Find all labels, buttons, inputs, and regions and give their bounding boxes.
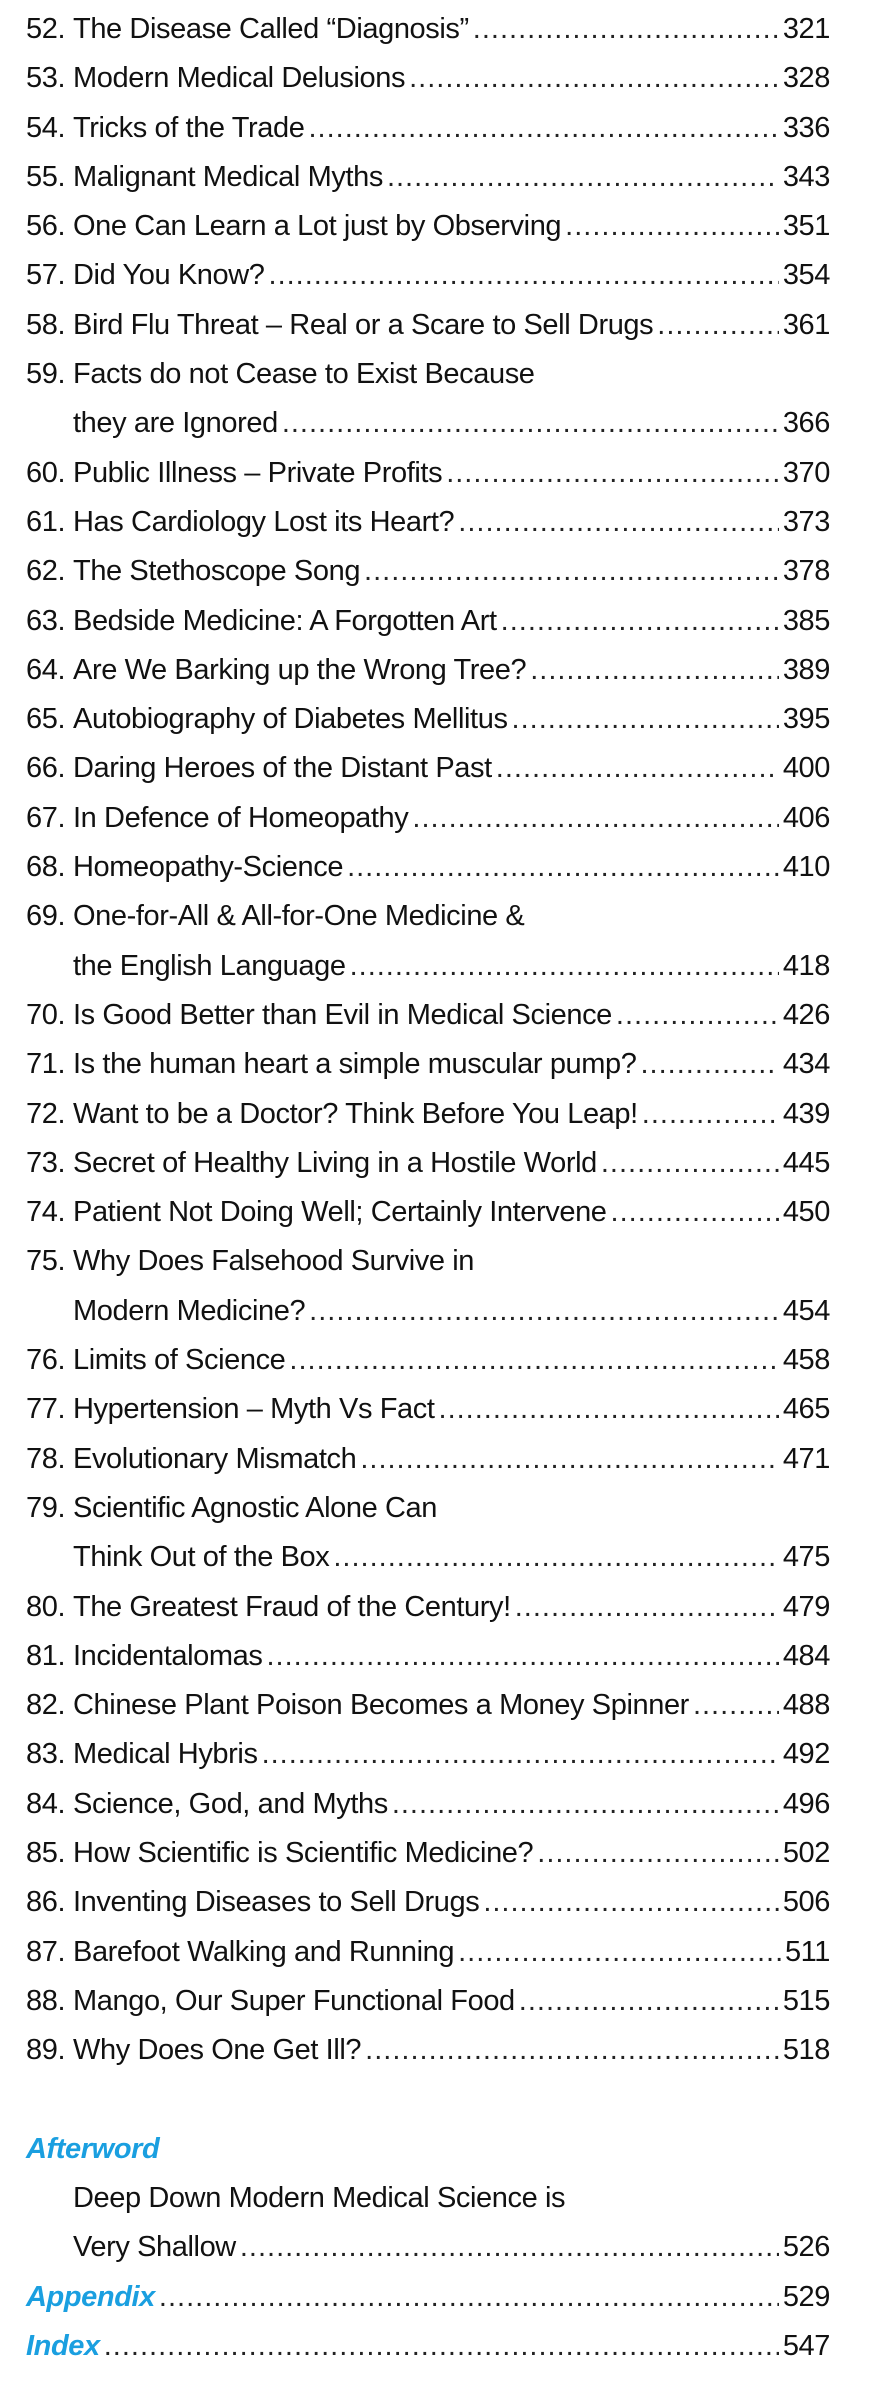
entry-number: 59. [26, 358, 66, 391]
page-number: 479 [782, 1590, 830, 1623]
toc-entry[interactable] [0, 744, 871, 793]
page-number: 351 [782, 210, 830, 243]
page-number: 471 [782, 1442, 830, 1475]
dot-leader [530, 646, 779, 695]
entry-number: 57. [26, 259, 66, 292]
dot-leader [616, 991, 779, 1040]
entry-title: Hypertension – Myth Vs Fact [73, 1393, 435, 1426]
page-number: 434 [782, 1048, 830, 1081]
entry-number: 71. [26, 1048, 66, 1081]
page-number: 406 [782, 801, 830, 834]
toc-entry[interactable] [0, 1829, 871, 1878]
entry-number: 68. [26, 851, 66, 884]
dot-leader [483, 1878, 779, 1927]
dot-leader [409, 54, 779, 103]
toc-entry[interactable] [0, 5, 871, 54]
dot-leader [515, 1583, 779, 1632]
dot-leader [350, 942, 779, 991]
entry-title: Medical Hybris [73, 1738, 258, 1771]
page-number: 389 [782, 653, 830, 686]
entry-title: Is Good Better than Evil in Medical Science [73, 998, 612, 1031]
entry-number: 72. [26, 1097, 66, 1130]
dot-leader [333, 1533, 778, 1582]
page-number: 366 [782, 407, 830, 440]
entry-number: 63. [26, 604, 66, 637]
entry-number: 58. [26, 308, 66, 341]
toc-entry[interactable] [0, 350, 871, 399]
dot-leader [262, 1730, 779, 1779]
toc-entry[interactable] [0, 1583, 871, 1632]
page-number: 373 [782, 505, 830, 538]
entry-title: Appendix [26, 2280, 155, 2313]
dot-leader [308, 104, 778, 153]
entry-number: 53. [26, 62, 66, 95]
toc-entry[interactable] [0, 1533, 871, 1582]
page-number: 328 [782, 62, 830, 95]
page-number: 450 [782, 1196, 830, 1229]
dot-leader [611, 1188, 779, 1237]
entry-number: 54. [26, 111, 66, 144]
toc-entry[interactable] [0, 1336, 871, 1385]
entry-number: 77. [26, 1393, 66, 1426]
page-number: 529 [782, 2280, 830, 2313]
entry-title: Facts do not Cease to Exist Because [73, 358, 535, 391]
page-number: 354 [782, 259, 830, 292]
toc-entry[interactable] [0, 2026, 871, 2075]
dot-leader [693, 1681, 779, 1730]
entry-title: Bird Flu Threat – Real or a Scare to Sell Drugs [73, 308, 654, 341]
entry-title: The Stethoscope Song [73, 555, 361, 588]
dot-leader [565, 202, 779, 251]
toc-entry[interactable] [0, 399, 871, 448]
dot-leader [364, 547, 779, 596]
entry-title: Barefoot Walking and Running [73, 1935, 455, 1968]
entry-title: Incidentalomas [73, 1639, 263, 1672]
toc-entry[interactable] [0, 449, 871, 498]
toc-entry[interactable] [0, 202, 871, 251]
toc-entry[interactable] [0, 1484, 871, 1533]
page-number: 454 [782, 1294, 830, 1327]
entry-title: Afterword [26, 2132, 160, 2165]
page-number: 410 [782, 851, 830, 884]
dot-leader [446, 449, 779, 498]
entry-number: 56. [26, 210, 66, 243]
dot-leader [501, 597, 779, 646]
dot-leader [601, 1139, 779, 1188]
page-number: 475 [782, 1541, 830, 1574]
entry-number: 88. [26, 1984, 66, 2017]
entry-title: The Disease Called “Diagnosis” [73, 13, 469, 45]
entry-number: 84. [26, 1787, 66, 1820]
page-number: 502 [782, 1836, 830, 1869]
entry-title: Modern Medicine? [73, 1294, 306, 1327]
entry-title: Public Illness – Private Profits [73, 456, 443, 489]
entry-number: 70. [26, 998, 66, 1031]
entry-title: Autobiography of Diabetes Mellitus [73, 703, 508, 736]
entry-title: Chinese Plant Poison Becomes a Money Spinner [73, 1689, 689, 1722]
page-number: 343 [782, 160, 830, 193]
toc-entry[interactable] [0, 153, 871, 202]
entry-title: Index [26, 2329, 100, 2362]
entry-number: 65. [26, 703, 66, 736]
dot-leader [657, 301, 779, 350]
entry-title: One-for-All & All-for-One Medicine & [73, 900, 525, 933]
entry-title: One Can Learn a Lot just by Observing [73, 210, 562, 243]
appendix-entry[interactable] [0, 2273, 871, 2322]
entry-title: Science, God, and Myths [73, 1787, 388, 1820]
entry-title: Limits of Science [73, 1344, 286, 1377]
toc-entry[interactable] [0, 892, 871, 941]
dot-leader [512, 695, 779, 744]
dot-leader [537, 1829, 779, 1878]
toc-entry[interactable] [0, 1287, 871, 1336]
page-number: 321 [782, 13, 830, 45]
page-number: 492 [782, 1738, 830, 1771]
entry-number: 87. [26, 1935, 66, 1968]
spacer [0, 2075, 871, 2124]
entry-number: 60. [26, 456, 66, 489]
dot-leader [269, 251, 779, 300]
entry-number: 52. [26, 13, 66, 45]
entry-title: Scientific Agnostic Alone Can [73, 1491, 438, 1524]
entry-title: Has Cardiology Lost its Heart? [73, 505, 455, 538]
dot-leader [104, 2322, 779, 2371]
entry-title: they are Ignored [73, 407, 278, 440]
dot-leader [642, 1090, 779, 1139]
entry-title: Want to be a Doctor? Think Before You Leap! [73, 1097, 638, 1130]
toc-entry[interactable] [0, 991, 871, 1040]
entry-number: 62. [26, 555, 66, 588]
entry-number: 75. [26, 1245, 66, 1278]
page-number: 511 [784, 1935, 830, 1968]
dot-leader [387, 153, 779, 202]
index-entry[interactable] [0, 2322, 871, 2371]
toc-entry[interactable] [0, 1681, 871, 1730]
page-number: 547 [782, 2329, 830, 2362]
entry-title: Homeopathy-Science [73, 851, 344, 884]
dot-leader [159, 2273, 779, 2322]
entry-title: Think Out of the Box [73, 1541, 330, 1574]
toc-entry[interactable] [0, 1977, 871, 2026]
entry-number: 81. [26, 1639, 66, 1672]
dot-leader [458, 1928, 781, 1977]
entry-number: 79. [26, 1491, 66, 1524]
toc-entry[interactable] [0, 843, 871, 892]
toc-entry[interactable] [0, 1040, 871, 1089]
entry-number: 80. [26, 1590, 66, 1623]
afterword-heading[interactable] [0, 2125, 871, 2174]
page-number: 426 [782, 998, 830, 1031]
entry-title: Tricks of the Trade [73, 111, 305, 144]
entry-title: Did You Know? [73, 259, 265, 292]
toc-entry[interactable] [0, 1237, 871, 1286]
page-number: 395 [782, 703, 830, 736]
toc-entry[interactable] [0, 794, 871, 843]
entry-title: The Greatest Fraud of the Century! [73, 1590, 511, 1623]
entry-title: Modern Medical Delusions [73, 62, 406, 95]
entry-title: Daring Heroes of the Distant Past [73, 752, 492, 785]
entry-number: 74. [26, 1196, 66, 1229]
page-number: 361 [782, 308, 830, 341]
entry-title: In Defence of Homeopathy [73, 801, 409, 834]
entry-title: Mango, Our Super Functional Food [73, 1984, 515, 2017]
entry-title: Evolutionary Mismatch [73, 1442, 357, 1475]
toc-entry[interactable] [0, 251, 871, 300]
page-number: 400 [782, 752, 830, 785]
toc-entry[interactable] [0, 1632, 871, 1681]
page-number: 439 [782, 1097, 830, 1130]
dot-leader [412, 794, 778, 843]
entry-number: 85. [26, 1836, 66, 1869]
entry-number: 76. [26, 1344, 66, 1377]
entry-title: Secret of Healthy Living in a Hostile World [73, 1146, 597, 1179]
entry-number: 89. [26, 2034, 66, 2067]
entry-title: the English Language [73, 949, 346, 982]
entry-number: 66. [26, 752, 66, 785]
entry-title: Why Does Falsehood Survive in [73, 1245, 475, 1278]
dot-leader [392, 1780, 779, 1829]
page-number: 385 [782, 604, 830, 637]
dot-leader [473, 5, 779, 54]
toc-entry[interactable] [0, 942, 871, 991]
table-of-contents [0, 5, 871, 2371]
entry-number: 86. [26, 1886, 66, 1919]
dot-leader [439, 1385, 779, 1434]
toc-entry[interactable] [0, 1188, 871, 1237]
entry-number: 69. [26, 900, 66, 933]
toc-entry[interactable] [0, 695, 871, 744]
dot-leader [640, 1040, 778, 1089]
page-number: 370 [782, 456, 830, 489]
dot-leader [458, 498, 779, 547]
entry-title: Are We Barking up the Wrong Tree? [73, 653, 527, 686]
dot-leader [519, 1977, 779, 2026]
toc-entry[interactable] [0, 1139, 871, 1188]
entry-number: 67. [26, 801, 66, 834]
page-number: 458 [782, 1344, 830, 1377]
dot-leader [289, 1336, 778, 1385]
entry-number: 55. [26, 160, 66, 193]
entry-title: Inventing Diseases to Sell Drugs [73, 1886, 480, 1919]
toc-entry[interactable] [0, 597, 871, 646]
page-number: 418 [782, 949, 830, 982]
entry-number: 61. [26, 505, 66, 538]
entry-title: Very Shallow [73, 2231, 236, 2264]
dot-leader [365, 2026, 779, 2075]
toc-entry[interactable] [0, 54, 871, 103]
dot-leader [496, 744, 779, 793]
page-number: 465 [782, 1393, 830, 1426]
afterword-entry[interactable] [0, 2174, 871, 2223]
dot-leader [266, 1632, 778, 1681]
entry-number: 73. [26, 1146, 66, 1179]
page-number: 488 [782, 1689, 830, 1722]
toc-entry[interactable] [0, 547, 871, 596]
entry-title: Deep Down Modern Medical Science is [73, 2182, 566, 2215]
toc-entry[interactable] [0, 1780, 871, 1829]
dot-leader [240, 2223, 779, 2272]
dot-leader [282, 399, 779, 448]
page-number: 506 [782, 1886, 830, 1919]
page-number: 484 [782, 1639, 830, 1672]
dot-leader [309, 1287, 779, 1336]
entry-number: 83. [26, 1738, 66, 1771]
afterword-entry[interactable] [0, 2223, 871, 2272]
entry-title: Malignant Medical Myths [73, 160, 383, 193]
toc-entry[interactable] [0, 1435, 871, 1484]
toc-entry[interactable] [0, 1878, 871, 1927]
dot-leader [360, 1435, 778, 1484]
dot-leader [347, 843, 779, 892]
page-number: 526 [782, 2231, 830, 2264]
entry-title: Patient Not Doing Well; Certainly Intervene [73, 1196, 607, 1229]
page-number: 515 [782, 1984, 830, 2017]
toc-entry[interactable] [0, 498, 871, 547]
toc-entry[interactable] [0, 1385, 871, 1434]
toc-entry[interactable] [0, 1928, 871, 1977]
entry-number: 78. [26, 1442, 66, 1475]
entry-number: 82. [26, 1689, 66, 1722]
toc-entry[interactable] [0, 1730, 871, 1779]
page-number: 336 [782, 111, 830, 144]
page-number: 518 [782, 2034, 830, 2067]
entry-title: Is the human heart a simple muscular pump? [73, 1048, 637, 1081]
entry-title: How Scientific is Scientific Medicine? [73, 1836, 534, 1869]
toc-entry[interactable] [0, 301, 871, 350]
toc-entry[interactable] [0, 104, 871, 153]
toc-entry[interactable] [0, 646, 871, 695]
toc-entry[interactable] [0, 1090, 871, 1139]
page-number: 496 [782, 1787, 830, 1820]
entry-title: Why Does One Get Ill? [73, 2034, 362, 2067]
page-number: 445 [782, 1146, 830, 1179]
entry-number: 64. [26, 653, 66, 686]
entry-title: Bedside Medicine: A Forgotten Art [73, 604, 497, 637]
page-number: 378 [782, 555, 830, 588]
